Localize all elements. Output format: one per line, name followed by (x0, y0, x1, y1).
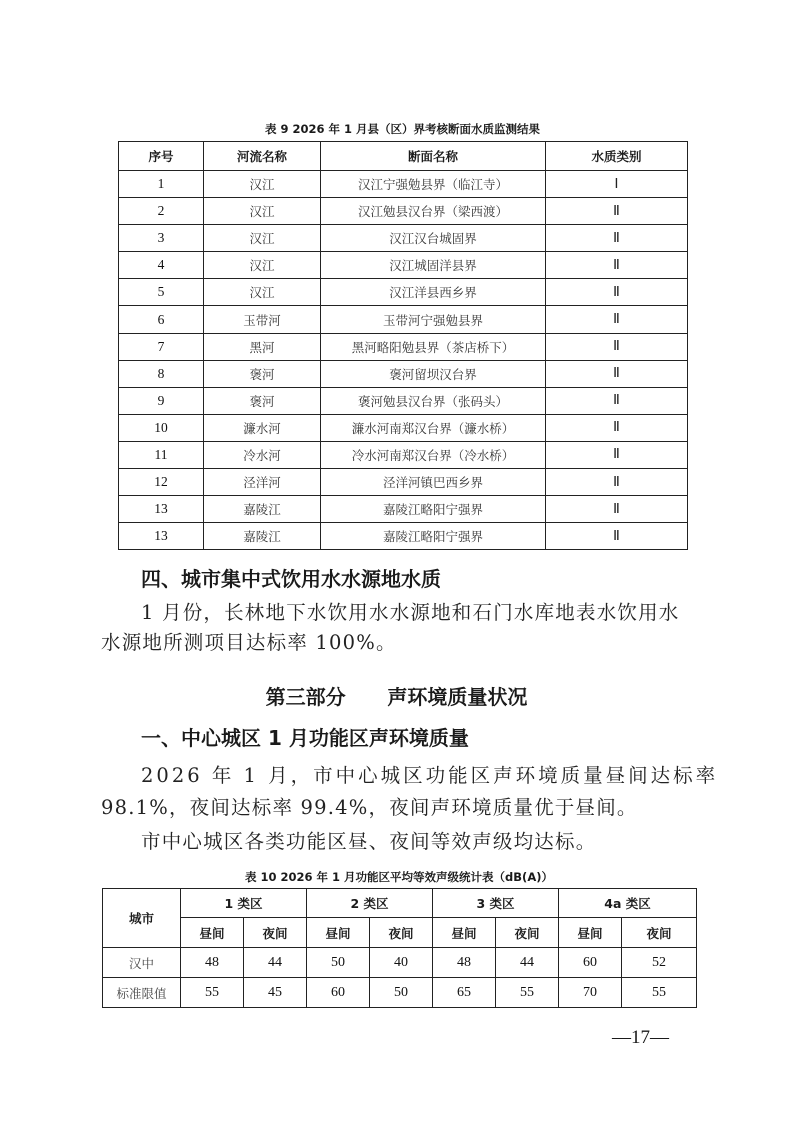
day-value: 65 (433, 978, 496, 1008)
day-value: 70 (559, 978, 622, 1008)
section-name: 嘉陵江略阳宁强界 (321, 496, 546, 523)
water-class: Ⅱ (546, 496, 688, 523)
water-class: Ⅱ (546, 441, 688, 468)
river-name: 汉江 (204, 171, 321, 198)
table-row (119, 441, 688, 468)
part3-sub1-heading: 一、中心城区 1 月功能区声环境质量 (141, 726, 469, 750)
river-name: 褒河 (204, 360, 321, 387)
table-row (119, 279, 688, 306)
row-index: 9 (119, 387, 204, 414)
col-header-night: 夜间 (622, 918, 697, 948)
row-label: 汉中 (103, 948, 181, 978)
table-row (119, 387, 688, 414)
section-name: 汉江汉台城固界 (321, 225, 546, 252)
section-name: 嘉陵江略阳宁强界 (321, 523, 546, 550)
section-name: 泾洋河镇巴西乡界 (321, 469, 546, 496)
river-name: 嘉陵江 (204, 496, 321, 523)
night-value: 55 (622, 978, 697, 1008)
water-class: Ⅱ (546, 333, 688, 360)
col-header-river: 河流名称 (204, 142, 321, 171)
noise-level-table (102, 888, 697, 1008)
col-header-day: 昼间 (433, 918, 496, 948)
col-header-night: 夜间 (370, 918, 433, 948)
table-row (103, 948, 697, 978)
table10-caption: 表 10 2026 年 1 月功能区平均等效声级统计表（dB(A)） (245, 870, 553, 884)
row-index: 10 (119, 414, 204, 441)
row-index: 8 (119, 360, 204, 387)
col-header-zone2: 2 类区 (307, 889, 433, 918)
river-name: 泾洋河 (204, 469, 321, 496)
water-class: Ⅱ (546, 360, 688, 387)
section-name: 褒河留坝汉台界 (321, 360, 546, 387)
day-value: 50 (307, 948, 370, 978)
water-class: Ⅱ (546, 252, 688, 279)
table-row (119, 523, 688, 550)
water-class: Ⅱ (546, 469, 688, 496)
river-name: 汉江 (204, 225, 321, 252)
water-class: Ⅱ (546, 198, 688, 225)
section-name: 汉江洋县西乡界 (321, 279, 546, 306)
row-index: 13 (119, 523, 204, 550)
col-header-zone4a: 4a 类区 (559, 889, 697, 918)
col-header-day: 昼间 (559, 918, 622, 948)
table-row (119, 225, 688, 252)
table9-caption: 表 9 2026 年 1 月县（区）界考核断面水质监测结果 (264, 122, 541, 136)
table-row (103, 978, 697, 1008)
part3-paragraph2: 市中心城区各类功能区昼、夜间等效声级均达标。 (141, 830, 597, 853)
section-name: 汉江宁强勉县界（临江寺） (321, 171, 546, 198)
col-header-zone1: 1 类区 (181, 889, 307, 918)
col-header-day: 昼间 (181, 918, 244, 948)
section-name: 汉江城固洋县界 (321, 252, 546, 279)
section-name: 褒河勉县汉台界（张码头） (321, 387, 546, 414)
water-class: Ⅱ (546, 225, 688, 252)
water-class: Ⅱ (546, 387, 688, 414)
river-name: 褒河 (204, 387, 321, 414)
day-value: 48 (181, 948, 244, 978)
section4-heading: 四、城市集中式饮用水水源地水质 (141, 567, 441, 591)
water-class: Ⅰ (546, 171, 688, 198)
table-row (119, 469, 688, 496)
col-header-index: 序号 (119, 142, 204, 171)
table-row (119, 306, 688, 333)
water-class: Ⅱ (546, 279, 688, 306)
water-class: Ⅱ (546, 414, 688, 441)
row-index: 7 (119, 333, 204, 360)
section4-paragraph-line1: 1 月份，长林地下水饮用水水源地和石门水库地表水饮用水 (141, 601, 680, 624)
row-index: 13 (119, 496, 204, 523)
night-value: 50 (370, 978, 433, 1008)
night-value: 45 (244, 978, 307, 1008)
section-name: 冷水河南郑汉台界（冷水桥） (321, 441, 546, 468)
water-quality-table (118, 141, 688, 550)
section-name: 黑河略阳勉县界（茶店桥下） (321, 333, 546, 360)
section-name: 玉带河宁强勉县界 (321, 306, 546, 333)
row-index: 3 (119, 225, 204, 252)
row-index: 6 (119, 306, 204, 333)
table-row (119, 198, 688, 225)
col-header-class: 水质类别 (546, 142, 688, 171)
day-value: 60 (307, 978, 370, 1008)
river-name: 汉江 (204, 252, 321, 279)
col-header-day: 昼间 (307, 918, 370, 948)
section4-paragraph-line2: 水源地所测项目达标率 100%。 (101, 631, 397, 654)
page-number: —17— (612, 1027, 669, 1048)
section-name: 濂水河南郑汉台界（濂水桥） (321, 414, 546, 441)
col-header-city: 城市 (103, 889, 181, 948)
water-class: Ⅱ (546, 306, 688, 333)
river-name: 濂水河 (204, 414, 321, 441)
river-name: 汉江 (204, 279, 321, 306)
table-subheader-row (103, 918, 697, 948)
night-value: 55 (496, 978, 559, 1008)
table-row (119, 252, 688, 279)
row-index: 2 (119, 198, 204, 225)
night-value: 52 (622, 948, 697, 978)
river-name: 玉带河 (204, 306, 321, 333)
col-header-night: 夜间 (244, 918, 307, 948)
night-value: 44 (244, 948, 307, 978)
col-header-zone3: 3 类区 (433, 889, 559, 918)
table-row (119, 414, 688, 441)
river-name: 嘉陵江 (204, 523, 321, 550)
col-header-section: 断面名称 (321, 142, 546, 171)
river-name: 冷水河 (204, 441, 321, 468)
table-header-row (103, 889, 697, 918)
col-header-night: 夜间 (496, 918, 559, 948)
river-name: 黑河 (204, 333, 321, 360)
row-index: 5 (119, 279, 204, 306)
table-header-row (119, 142, 688, 171)
day-value: 60 (559, 948, 622, 978)
night-value: 44 (496, 948, 559, 978)
table-row (119, 496, 688, 523)
table-row (119, 333, 688, 360)
water-class: Ⅱ (546, 523, 688, 550)
day-value: 55 (181, 978, 244, 1008)
row-index: 11 (119, 441, 204, 468)
part3-title: 第三部分 声环境质量状况 (265, 685, 528, 709)
river-name: 汉江 (204, 198, 321, 225)
row-index: 12 (119, 469, 204, 496)
row-index: 4 (119, 252, 204, 279)
part3-paragraph1-line2: 98.1%，夜间达标率 99.4%，夜间声环境质量优于昼间。 (101, 796, 638, 819)
section-name: 汉江勉县汉台界（梁西渡） (321, 198, 546, 225)
row-label: 标准限值 (103, 978, 181, 1008)
night-value: 40 (370, 948, 433, 978)
row-index: 1 (119, 171, 204, 198)
table-row (119, 360, 688, 387)
day-value: 48 (433, 948, 496, 978)
table-row (119, 171, 688, 198)
part3-paragraph1-line1: 2026 年 1 月，市中心城区功能区声环境质量昼间达标率 (141, 764, 719, 787)
